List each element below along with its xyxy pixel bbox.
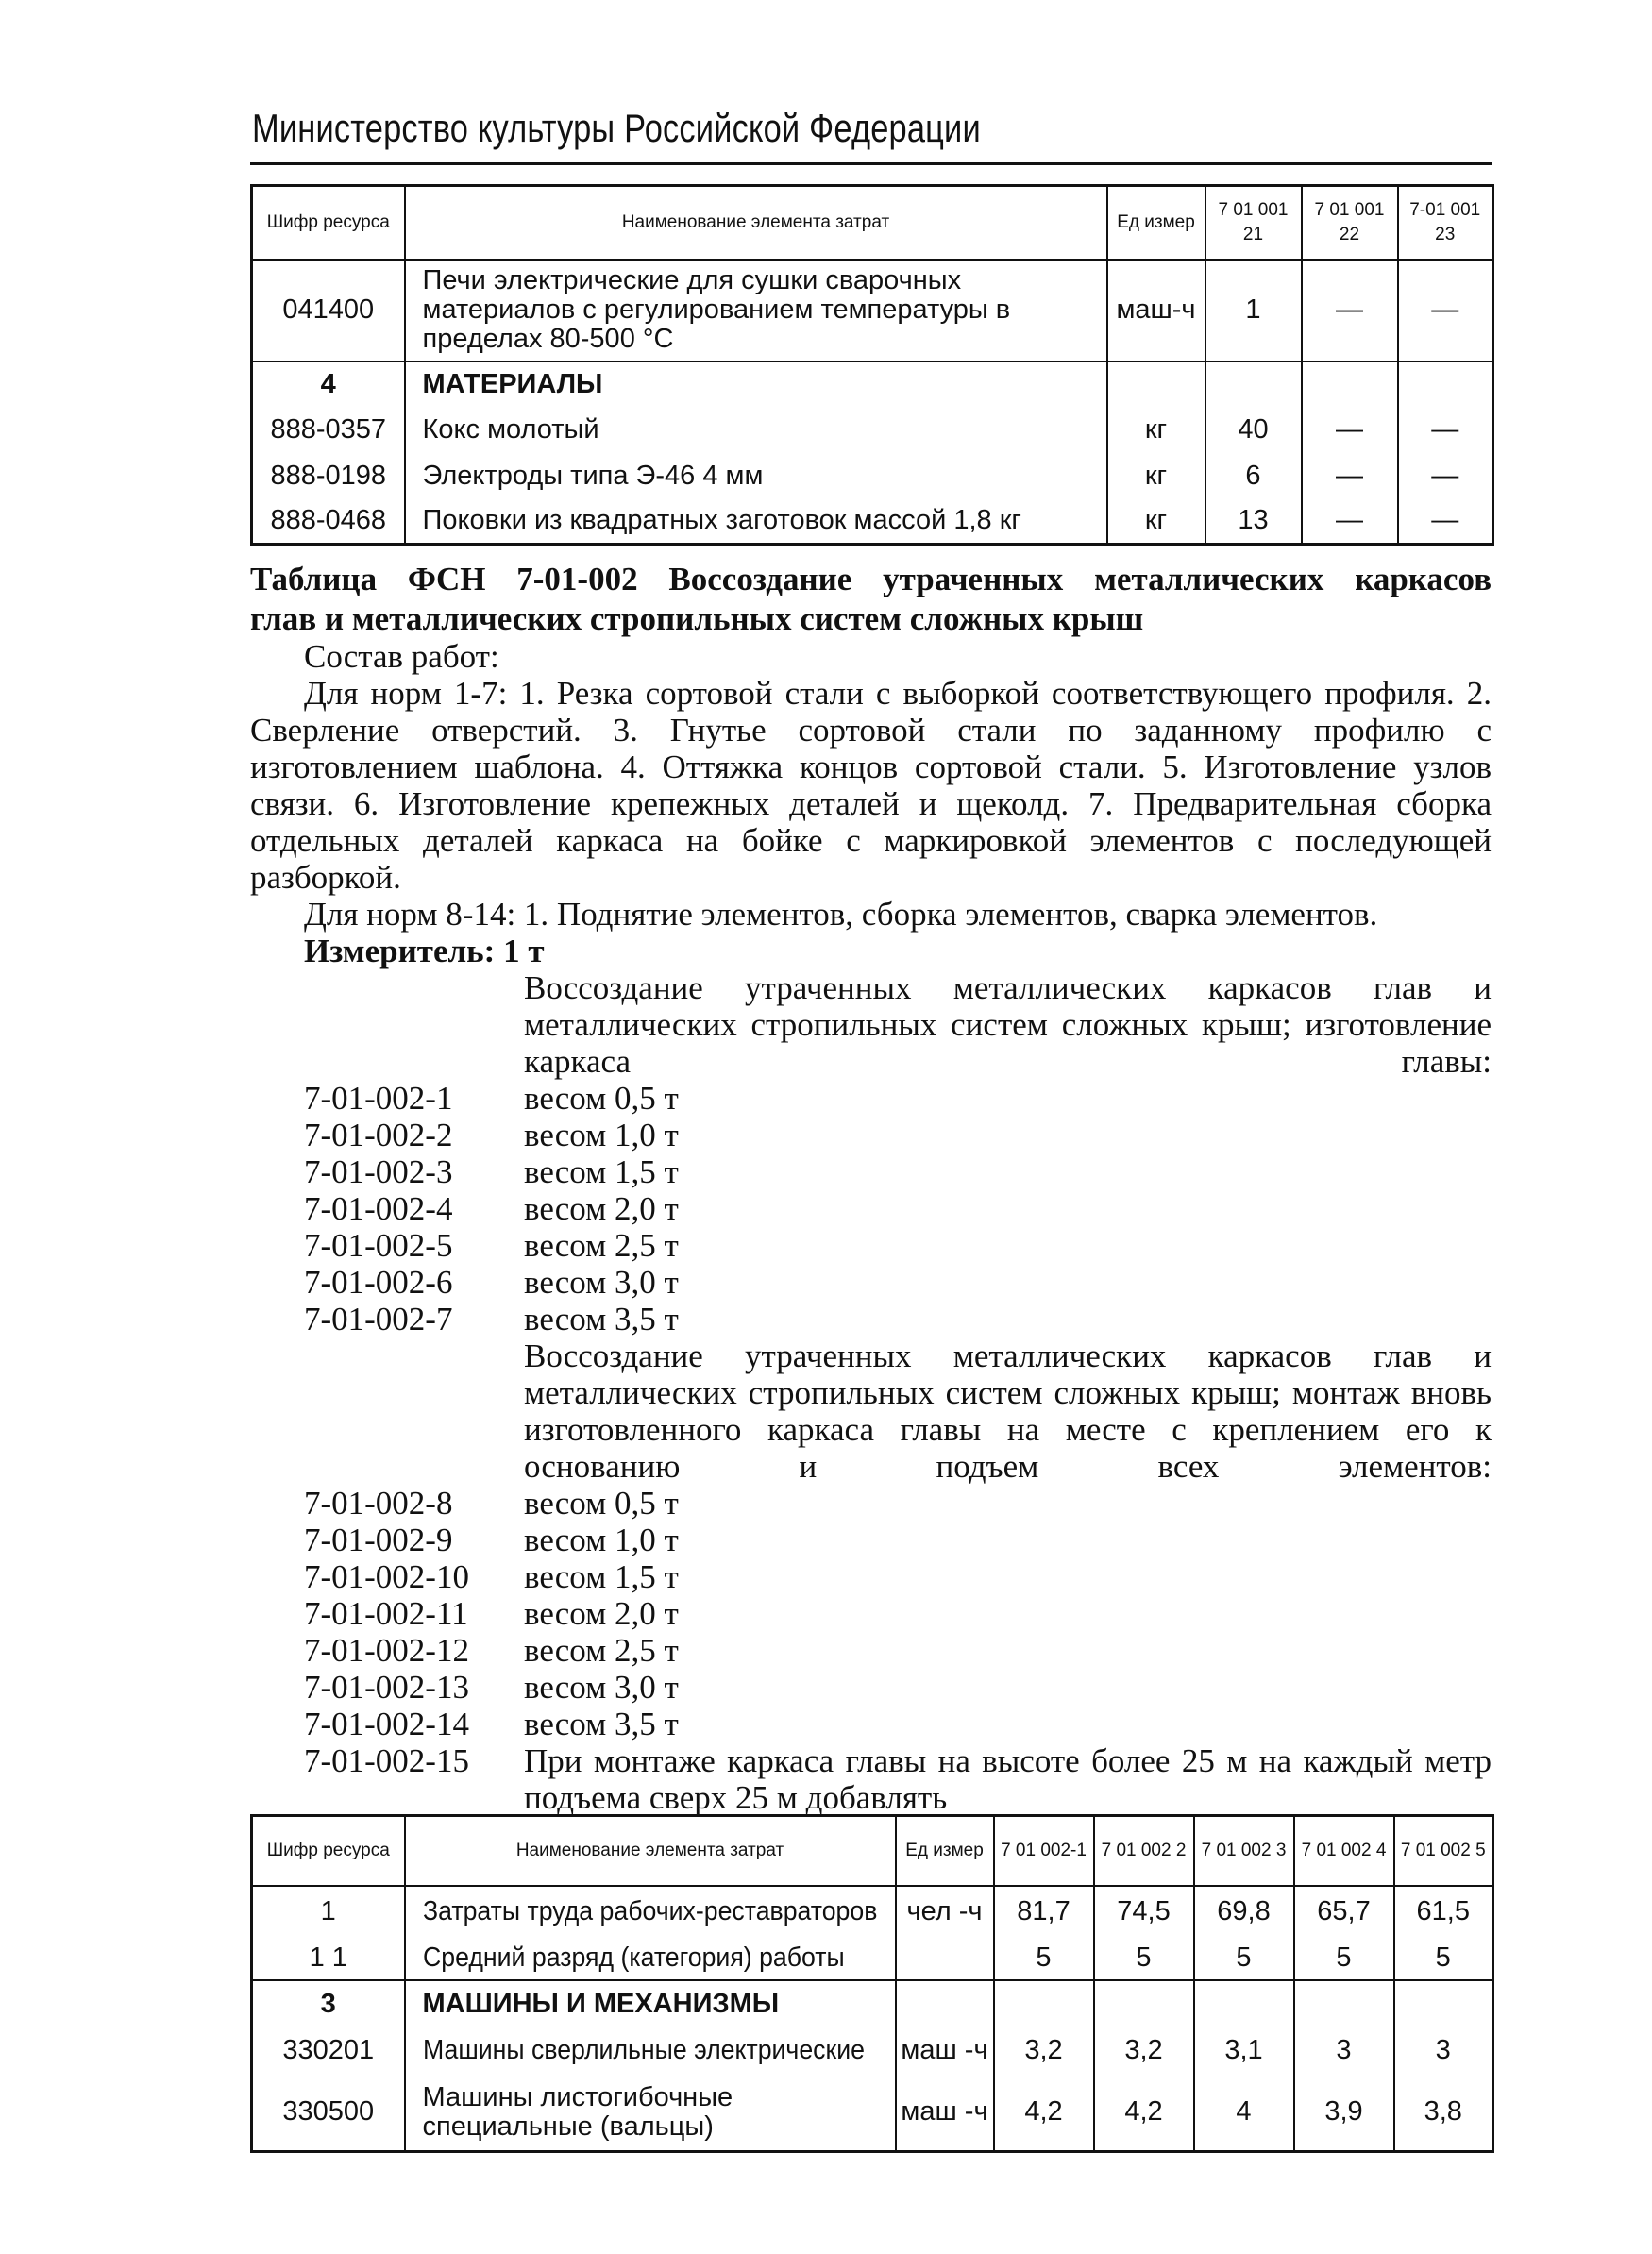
resource-code: 1: [320, 1895, 336, 1926]
resource-name-text: Средний разряд (категория) работы: [422, 1942, 845, 1973]
resource-name: Электроды типа Э-46 4 мм: [405, 453, 1107, 499]
resource-name-text: Машины сверлильные электрические: [422, 2035, 865, 2065]
resource-value: 1: [1205, 260, 1302, 362]
norm-description: весом 3,5 т: [524, 1301, 679, 1337]
resource-value: 4: [1194, 2075, 1294, 2152]
resource-value: 40: [1205, 407, 1302, 453]
table-row: [252, 1886, 1493, 1937]
resource-unit: маш -ч: [896, 2027, 994, 2075]
resource-value: 13: [1205, 499, 1302, 545]
resource-value: 4,2: [994, 2075, 1094, 2152]
resource-value: 74,5: [1094, 1886, 1194, 1937]
resource-value: [1302, 362, 1398, 407]
norm-description: весом 3,0 т: [524, 1669, 679, 1706]
resource-value: 6: [1205, 453, 1302, 499]
table-row: [252, 407, 1493, 453]
column-header: 7 01 001 22: [1302, 186, 1398, 260]
resource-value: 81,7: [994, 1886, 1094, 1937]
resource-value: 5: [994, 1937, 1094, 1980]
norm-code: 7-01-002-4: [304, 1190, 453, 1227]
norm-code: 7-01-002-1: [304, 1080, 453, 1117]
resource-unit: [896, 1980, 994, 2027]
norm-description: весом 2,0 т: [524, 1190, 679, 1227]
resource-value: [1205, 362, 1302, 407]
norm-description: При монтаже каркаса главы на высоте более 25 м на каждый метр подъема сверх 25 м добавлять: [524, 1742, 1492, 1816]
resource-value: [1194, 1980, 1294, 2027]
column-header: 7 01 002 2: [1094, 1816, 1194, 1886]
resource-unit: маш-ч: [1107, 260, 1205, 362]
table-number: Таблица ФСН 7-01-002: [250, 561, 638, 597]
table-row: [252, 1937, 1493, 1980]
column-header: 7 01 002 4: [1294, 1816, 1394, 1886]
resource-name: Кокс молотый: [405, 407, 1107, 453]
resource-value: 5: [1294, 1937, 1394, 1980]
norm-description: весом 1,0 т: [524, 1522, 679, 1558]
table-subject: Воссоздание утраченных металлических каркасов: [668, 561, 1492, 597]
measure-unit: Измеритель: 1 т: [304, 933, 545, 969]
column-header: 7 01 002 3: [1194, 1816, 1294, 1886]
resource-value: 3,9: [1294, 2075, 1394, 2152]
resource-value: [1394, 1980, 1493, 2027]
norm-code: 7-01-002-7: [304, 1301, 453, 1337]
norm-code: 7-01-002-9: [304, 1522, 453, 1558]
norm-description: весом 2,5 т: [524, 1632, 679, 1669]
resource-value: 5: [1394, 1937, 1493, 1980]
table-row: [252, 453, 1493, 499]
resource-value: 3,1: [1194, 2027, 1294, 2075]
resource-unit: кг: [1107, 499, 1205, 545]
column-header: 7 01 002 5: [1394, 1816, 1493, 1886]
resource-value: —: [1302, 453, 1398, 499]
resource-value: —: [1398, 260, 1493, 362]
column-header: 7 01 001 21: [1205, 186, 1302, 260]
section-name: МАТЕРИАЛЫ: [405, 362, 1107, 407]
resource-name-text: Затраты труда рабочих-реставраторов: [422, 1895, 877, 1926]
table-title-line-1: [250, 561, 1492, 598]
table-row: [252, 1980, 1493, 2027]
resource-unit: [1107, 362, 1205, 407]
resource-code: 1 1: [252, 1937, 405, 1980]
column-header: Шифр ресурса: [252, 186, 405, 260]
resource-name: Поковки из квадратных заготовок массой 1,8 кг: [405, 499, 1107, 545]
norm-code: 7-01-002-11: [304, 1595, 468, 1632]
norm-code: 7-01-002-5: [304, 1227, 453, 1264]
norm-description: весом 3,0 т: [524, 1264, 679, 1301]
norm-description: весом 1,5 т: [524, 1153, 679, 1190]
norm-code: 7-01-002-15: [304, 1742, 469, 1779]
norm-code: 7-01-002-8: [304, 1485, 453, 1522]
norm-code: 7-01-002-13: [304, 1669, 469, 1706]
page-header: Министерство культуры Российской Федерации: [252, 106, 981, 150]
resource-value: 3: [1394, 2027, 1493, 2075]
norm-code: 7-01-002-12: [304, 1632, 469, 1669]
column-header: 7-01 001 23: [1398, 186, 1493, 260]
table-header-row: [252, 1816, 1493, 1886]
work-norms-1-7: Для норм 1-7: 1. Резка сортовой стали с выборкой соответствующего профиля. 2. Сверление отверстий. 3. Гнутье сортовой стали по заданному профилю с изготовлением шаблона. 4. Оттяжка концов сортовой стали. 5. Изготовление узлов связи. 6. Изготовление крепежных деталей и щеколд. 7. Предварительная сборка отдельных деталей каркаса на бойке с маркировкой элементов с последующей разборкой.: [250, 675, 1492, 896]
resource-value: 3,8: [1394, 2075, 1493, 2152]
resource-value: 3: [1294, 2027, 1394, 2075]
resource-value: [1294, 1980, 1394, 2027]
norm-description: весом 2,0 т: [524, 1595, 679, 1632]
column-header: Наименование элемента затрат: [405, 1816, 896, 1886]
resource-unit: [896, 1937, 994, 1980]
resource-value: —: [1302, 499, 1398, 545]
resource-name-text: Печи электрические для сушки сварочных материалов с регулированием температуры в пределах 80-500 °С: [422, 265, 1011, 354]
resource-name: [405, 1886, 896, 1937]
resource-value: —: [1302, 260, 1398, 362]
column-header: Ед измер: [1107, 186, 1205, 260]
norm-description: весом 3,5 т: [524, 1706, 679, 1742]
column-header: 7 01 002-1: [994, 1816, 1094, 1886]
table-row: [252, 2027, 1493, 2075]
resource-value: 5: [1194, 1937, 1294, 1980]
norm-code: 7-01-002-3: [304, 1153, 453, 1190]
column-header: Ед измер: [896, 1816, 994, 1886]
norm-code: 7-01-002-2: [304, 1117, 453, 1153]
table-row: [252, 2075, 1493, 2152]
group-2-heading: Воссоздание утраченных металлических каркасов глав и металлических стропильных систем сложных крыш; монтаж вновь изготовленного каркаса главы на месте с креплением его к основанию и подъем всех элементов:: [524, 1337, 1492, 1485]
section-name: МАШИНЫ И МЕХАНИЗМЫ: [405, 1980, 896, 2027]
resource-unit: кг: [1107, 453, 1205, 499]
table-row: [252, 260, 1493, 362]
resource-unit: маш -ч: [896, 2075, 994, 2152]
norm-description: весом 0,5 т: [524, 1485, 679, 1522]
resource-value: [1094, 1980, 1194, 2027]
norm-code: 7-01-002-6: [304, 1264, 453, 1301]
resource-code: 330500: [282, 2096, 375, 2128]
resource-value: —: [1302, 407, 1398, 453]
resources-table-1: [250, 184, 1494, 546]
norm-description: весом 2,5 т: [524, 1227, 679, 1264]
resources-table-2: [250, 1814, 1494, 2153]
header-rule: [250, 162, 1492, 165]
group-1-heading: Воссоздание утраченных металлических каркасов глав и металлических стропильных систем сложных крыш; изготовление каркаса главы:: [524, 969, 1492, 1080]
norm-code: 7-01-002-14: [304, 1706, 469, 1742]
resource-name: [405, 260, 1107, 362]
resource-value: 3,2: [994, 2027, 1094, 2075]
resource-code: 888-0198: [270, 460, 387, 491]
resource-value: [994, 1980, 1094, 2027]
section-code: 4: [320, 368, 336, 399]
resource-name: [405, 2027, 896, 2075]
resource-value: —: [1398, 453, 1493, 499]
norm-code: 7-01-002-10: [304, 1558, 469, 1595]
table-title-line-2: глав и металлических стропильных систем сложных крыш: [250, 600, 1144, 637]
column-header: Шифр ресурса: [252, 1816, 405, 1886]
resource-value: 61,5: [1394, 1886, 1493, 1937]
resource-code: 041400: [252, 260, 405, 362]
norm-description: весом 1,0 т: [524, 1117, 679, 1153]
resource-value: —: [1398, 499, 1493, 545]
resource-value: 69,8: [1194, 1886, 1294, 1937]
work-norms-8-14: Для норм 8-14: 1. Поднятие элементов, сборка элементов, сварка элементов.: [304, 896, 1378, 933]
table-row: [252, 499, 1493, 545]
work-composition-label: Состав работ:: [304, 638, 499, 675]
resource-code: 330201: [282, 2035, 375, 2065]
table-header-row: [252, 186, 1493, 260]
resource-value: 3,2: [1094, 2027, 1194, 2075]
norm-description: весом 1,5 т: [524, 1558, 679, 1595]
table-row: [252, 362, 1493, 407]
resource-code: 888-0468: [270, 505, 387, 536]
resource-value: 4,2: [1094, 2075, 1194, 2152]
resource-name: [405, 1937, 896, 1980]
norm-description: весом 0,5 т: [524, 1080, 679, 1117]
column-header: Наименование элемента затрат: [405, 186, 1107, 260]
resource-unit: чел -ч: [896, 1886, 994, 1937]
resource-code: 888-0357: [270, 413, 387, 445]
resource-unit: кг: [1107, 407, 1205, 453]
resource-value: 5: [1094, 1937, 1194, 1980]
resource-value: —: [1398, 407, 1493, 453]
resource-name: Машины листогибочные специальные (вальцы): [405, 2075, 896, 2152]
resource-value: [1398, 362, 1493, 407]
section-code: 3: [320, 1988, 336, 2019]
resource-value: 65,7: [1294, 1886, 1394, 1937]
